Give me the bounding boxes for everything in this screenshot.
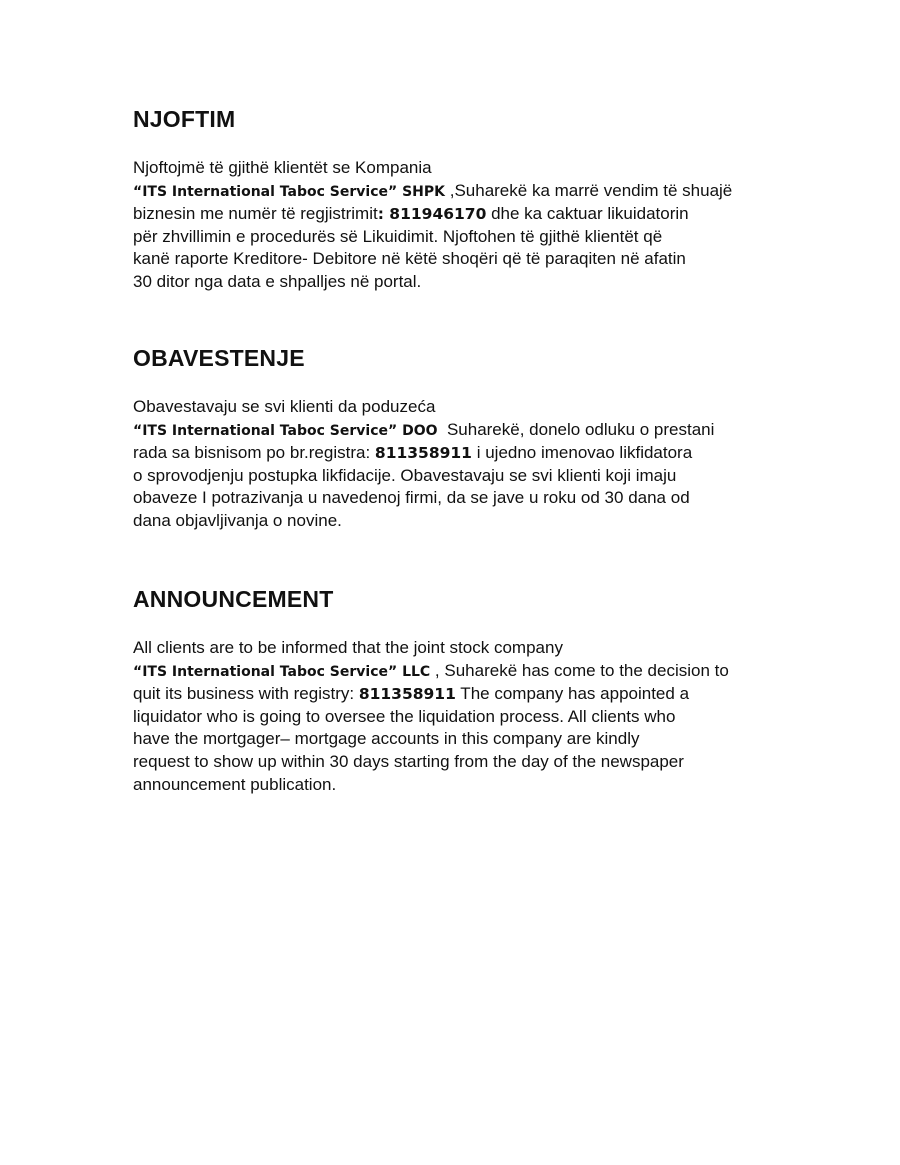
- english-line-3-start: quit its business with registry:: [133, 684, 359, 704]
- albanian-line-6: 30 ditor nga data e shpalljes në portal.: [133, 271, 422, 291]
- albanian-heading: NJOFTIM: [133, 106, 236, 132]
- serbian-registry-number: 811358911: [374, 444, 472, 463]
- serbian-line-3-start: rada sa bisnisom po br.registra:: [133, 443, 375, 463]
- english-line-3-end: The company has appointed a: [455, 684, 690, 704]
- english-line-6: request to show up within 30 days starting from the day of the newspaper: [133, 751, 684, 771]
- english-body: [133, 637, 783, 796]
- serbian-line-5: obaveze I potrazivanja u navedenoj firmi, da se jave u roku od 30 dana od: [133, 488, 690, 508]
- albanian-line-2-text: ,Suharekë ka marrë vendim të shuajë: [445, 180, 733, 200]
- albanian-notice: [133, 104, 783, 294]
- english-line-7: announcement publication.: [133, 774, 337, 794]
- english-line-1: All clients are to be informed that the joint stock company: [133, 638, 563, 657]
- serbian-line-2: [133, 419, 783, 443]
- serbian-body: [133, 396, 783, 533]
- english-line-5: have the mortgager– mortgage accounts in this company are kindly: [133, 729, 640, 749]
- albanian-body: [133, 157, 783, 294]
- albanian-line-1: Njoftojmë të gjithë klientët se Kompania: [133, 158, 432, 177]
- english-notice: [133, 584, 783, 796]
- albanian-line-4: për zhvillimin e procedurës së Likuidimit. Njoftohen të gjithë klientët që: [133, 226, 663, 246]
- serbian-company-name: “ITS International Taboc Service” DOO: [133, 422, 438, 439]
- english-line-4: liquidator who is going to oversee the liquidation process. All clients who: [133, 706, 676, 726]
- albanian-registry-number: : 811946170: [377, 205, 487, 224]
- english-heading: ANNOUNCEMENT: [133, 586, 334, 612]
- albanian-line-3-start: biznesin me numër të regjistrimit: [133, 204, 378, 224]
- albanian-line-3: [133, 203, 783, 226]
- albanian-line-3-end: dhe ka caktuar likuidatorin: [486, 204, 689, 224]
- serbian-line-1: Obavestavaju se svi klienti da poduzeća: [133, 397, 436, 416]
- serbian-line-4: o sprovodjenju postupka likfidacije. Obavestavaju se svi klienti koji imaju: [133, 465, 677, 485]
- english-company-name: “ITS International Taboc Service” LLC: [133, 663, 431, 680]
- serbian-line-3-end: i ujedno imenovao likfidatora: [471, 443, 693, 463]
- english-line-2-text: , Suharekë has come to the decision to: [430, 660, 729, 680]
- serbian-heading: OBAVESTENJE: [133, 345, 305, 371]
- albanian-line-2: [133, 180, 783, 204]
- english-line-2: [133, 660, 783, 684]
- serbian-line-3: [133, 442, 783, 465]
- albanian-company-name: “ITS International Taboc Service” SHPK: [133, 183, 445, 200]
- serbian-line-2-text: Suharekë, donelo odluku o prestani: [437, 419, 715, 439]
- english-line-3: [133, 683, 783, 706]
- serbian-line-6: dana objavljivanja o novine.: [133, 510, 342, 530]
- english-registry-number: 811358911: [358, 685, 456, 704]
- serbian-notice: [133, 343, 783, 533]
- albanian-line-5: kanë raporte Kreditore- Debitore në këtë shoqëri që të paraqiten në afatin: [133, 249, 686, 269]
